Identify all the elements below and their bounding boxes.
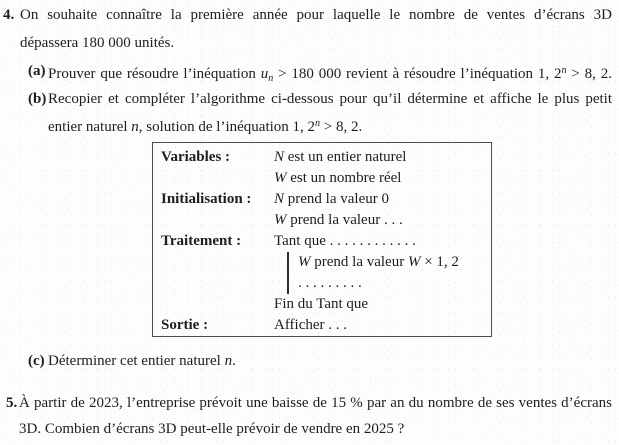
math-W: W — [274, 212, 287, 228]
traitement-label: Traitement : — [161, 233, 242, 249]
part-a-text — [48, 62, 612, 88]
end-while-line: Fin du Tant que — [274, 296, 369, 312]
variable-n-text: est un entier naturel — [284, 149, 407, 165]
variables-label: Variables : — [161, 149, 231, 165]
part-a-label: (a) — [28, 63, 46, 79]
question-5-line-2: 3D. Combien d’écrans 3D peut-elle prévoir de vendre en 2025 ? — [19, 421, 405, 437]
math-W: W — [407, 254, 421, 270]
while-line: Tant que . . . . . . . . . . . . — [274, 233, 416, 249]
math-W: W — [298, 254, 311, 270]
algorithm-box — [152, 142, 492, 337]
output-line: Afficher . . . — [274, 317, 348, 333]
math-W: W — [274, 170, 287, 186]
while-body-line-2: . . . . . . . . . — [298, 275, 362, 291]
initialisation-lines — [274, 189, 403, 231]
math-u-subscript-n: n — [268, 73, 274, 84]
variable-declaration-w — [274, 168, 406, 189]
math-n: n — [224, 353, 233, 369]
math-N: N — [274, 191, 285, 207]
init-w-text: prend la valeur . . . — [286, 212, 403, 228]
variables-lines — [274, 147, 406, 189]
math-exponent-n: n — [561, 65, 567, 76]
question-5-line-1: À partir de 2023, l’entreprise prévoit une baisse de 15 % par an du nombre de ses ventes d’écrans — [19, 395, 612, 411]
init-n-text: prend la valeur 0 — [284, 191, 389, 207]
part-b-label: (b) — [28, 91, 47, 107]
init-w-line — [274, 210, 403, 231]
math-n: n — [131, 119, 139, 135]
math-u: u — [260, 66, 269, 82]
while-body-block — [287, 252, 459, 294]
traitement-lines — [274, 231, 459, 315]
part-a-text-2: > 180 000 revient à résoudre l’inéquation 1, 2 — [273, 66, 562, 82]
part-c-label: (c) — [28, 353, 45, 369]
question-4-number: 4. — [3, 7, 15, 23]
algorithm-variables-section — [161, 147, 491, 189]
algorithm-sortie-section — [161, 315, 491, 336]
init-n-line — [274, 189, 403, 210]
part-b-line-1: Recopier et compléter l’algorithme ci-dessous pour qu’il détermine et affiche le plus petit — [48, 91, 612, 107]
algorithm-traitement-section — [161, 231, 491, 315]
part-a-text-3: > 8, 2. — [566, 66, 612, 82]
part-c-text-2: . — [232, 353, 236, 369]
question-4-intro-line-1: On souhaite connaître la première année pour laquelle le nombre de ventes d’écrans 3D — [20, 7, 612, 23]
part-b-text-2: , solution de l’inéquation 1, 2 — [138, 119, 316, 135]
part-c-text-1: Déterminer cet entier naturel — [48, 353, 225, 369]
body-text-2: × 1, 2 — [420, 254, 459, 270]
question-5-number: 5. — [6, 395, 18, 411]
variable-declaration-n — [274, 147, 406, 168]
math-N: N — [274, 149, 285, 165]
part-b-line-2 — [48, 115, 362, 136]
while-body-line-1 — [298, 252, 459, 273]
body-text-1: prend la valeur — [310, 254, 408, 270]
part-a-text-1: Prouver que résoudre l’inéquation — [48, 66, 261, 82]
math-exponent-n: n — [315, 118, 321, 129]
initialisation-label: Initialisation : — [161, 191, 252, 207]
part-b-text-3: > 8, 2. — [320, 119, 363, 135]
sortie-lines — [274, 315, 347, 336]
variable-w-text: est un nombre réel — [286, 170, 402, 186]
algorithm-initialisation-section — [161, 189, 491, 231]
question-4-intro-line-2: dépassera 180 000 unités. — [20, 35, 175, 51]
part-c-text — [48, 352, 236, 370]
part-b-text-1: entier naturel — [48, 119, 132, 135]
sortie-label: Sortie : — [161, 317, 209, 333]
